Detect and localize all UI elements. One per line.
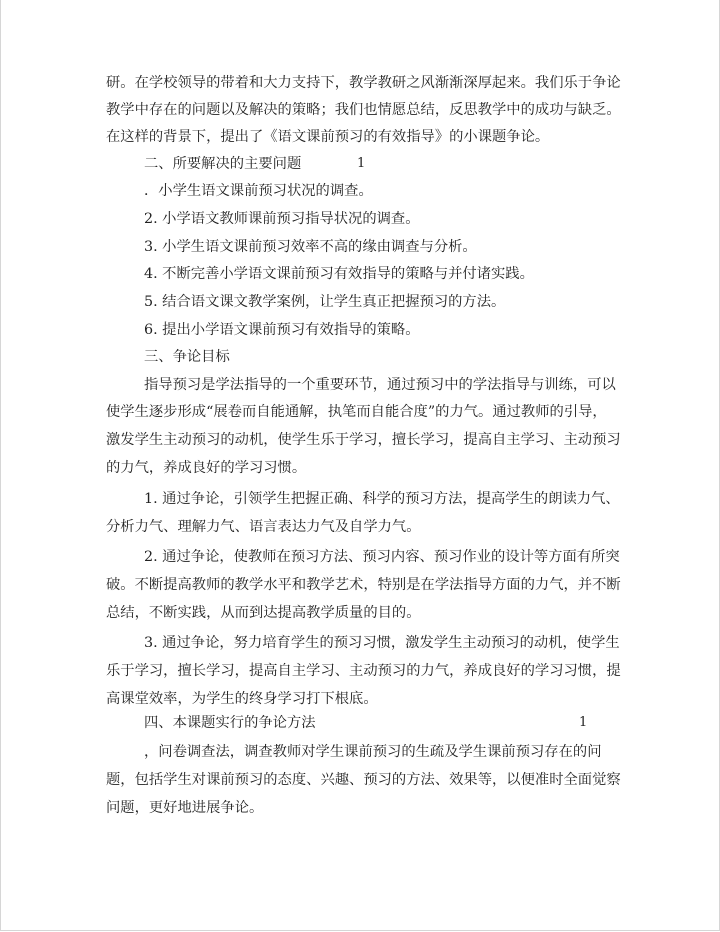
heading-number: 1 xyxy=(579,715,588,730)
section-heading: 二、所要解决的主要问题 xyxy=(144,156,302,172)
paragraph-line: 破。不断提高教师的教学水平和教学艺术，特别是在学法指导方面的力气，并不断 xyxy=(106,577,621,593)
paragraph-line: 高课堂效率，为学生的终身学习打下根底。 xyxy=(106,691,378,707)
paragraph-line: 研。在学校领导的带着和大力支持下，教学教研之风渐渐深厚起来。我们乐于争论 xyxy=(106,75,621,91)
list-item: 4. 不断完善小学语文课前预习有效指导的策略与并付诸实践。 xyxy=(144,266,534,282)
paragraph-line: 使学生逐步形成“展卷而自能通解，执笔而自能合度”的力气。通过教师的引导， xyxy=(106,404,607,420)
paragraph-line: 教学中存在的问题以及解决的策略；我们也情愿总结，反思教学中的成功与缺乏。 xyxy=(106,102,621,118)
paragraph-line: 的力气，养成良好的学习习惯。 xyxy=(106,460,307,476)
paragraph-line: ，问卷调查法，调查教师对学生课前预习的生疏及学生课前预习存在的问 xyxy=(144,744,602,760)
paragraph-line: 指导预习是学法指导的一个重要环节，通过预习中的学法指导与训练，可以 xyxy=(144,377,616,393)
section-heading: 三、争论目标 xyxy=(144,349,230,365)
paragraph-line: 3. 通过争论，努力培育学生的预习习惯，激发学生主动预习的动机，使学生 xyxy=(144,635,620,651)
paragraph-line: 激发学生主动预习的动机，使学生乐于学习，擅长学习，提高自主学习、主动预习 xyxy=(106,432,621,448)
list-item: 3. 小学生语文课前预习效率不高的缘由调查与分析。 xyxy=(144,239,477,255)
paragraph-line: 总结，不断实践，从而到达提高教学质量的目的。 xyxy=(106,605,421,621)
paragraph-line: 2. 通过争论，使教师在预习方法、预习内容、预习作业的设计等方面有所突 xyxy=(144,549,620,565)
list-item: 2. 小学语文教师课前预习指导状况的调查。 xyxy=(144,211,420,227)
paragraph-line: 1. 通过争论，引领学生把握正确、科学的预习方法，提高学生的朗读力气、 xyxy=(144,491,620,507)
heading-number: 1 xyxy=(357,156,366,171)
paragraph-line: 问题，更好地进展争论。 xyxy=(106,800,264,816)
list-item: ．小学生语文课前预习状况的调查。 xyxy=(144,183,373,199)
paragraph-line: 分析力气、理解力气、语言表达力气及自学力气。 xyxy=(106,519,421,535)
paragraph-line: 在这样的背景下，提出了《语文课前预习的有效指导》的小课题争论。 xyxy=(106,129,550,145)
paragraph-line: 题，包括学生对课前预习的态度、兴趣、预习的方法、效果等，以便准时全面觉察 xyxy=(106,772,621,788)
section-heading: 四、本课题实行的争论方法 xyxy=(144,715,316,731)
list-item: 6. 提出小学语文课前预习有效指导的策略。 xyxy=(144,322,420,338)
paragraph-line: 乐于学习，擅长学习，提高自主学习、主动预习的力气，养成良好的学习习惯，提 xyxy=(106,663,621,679)
list-item: 5. 结合语文课文教学案例，让学生真正把握预习的方法。 xyxy=(144,294,506,310)
